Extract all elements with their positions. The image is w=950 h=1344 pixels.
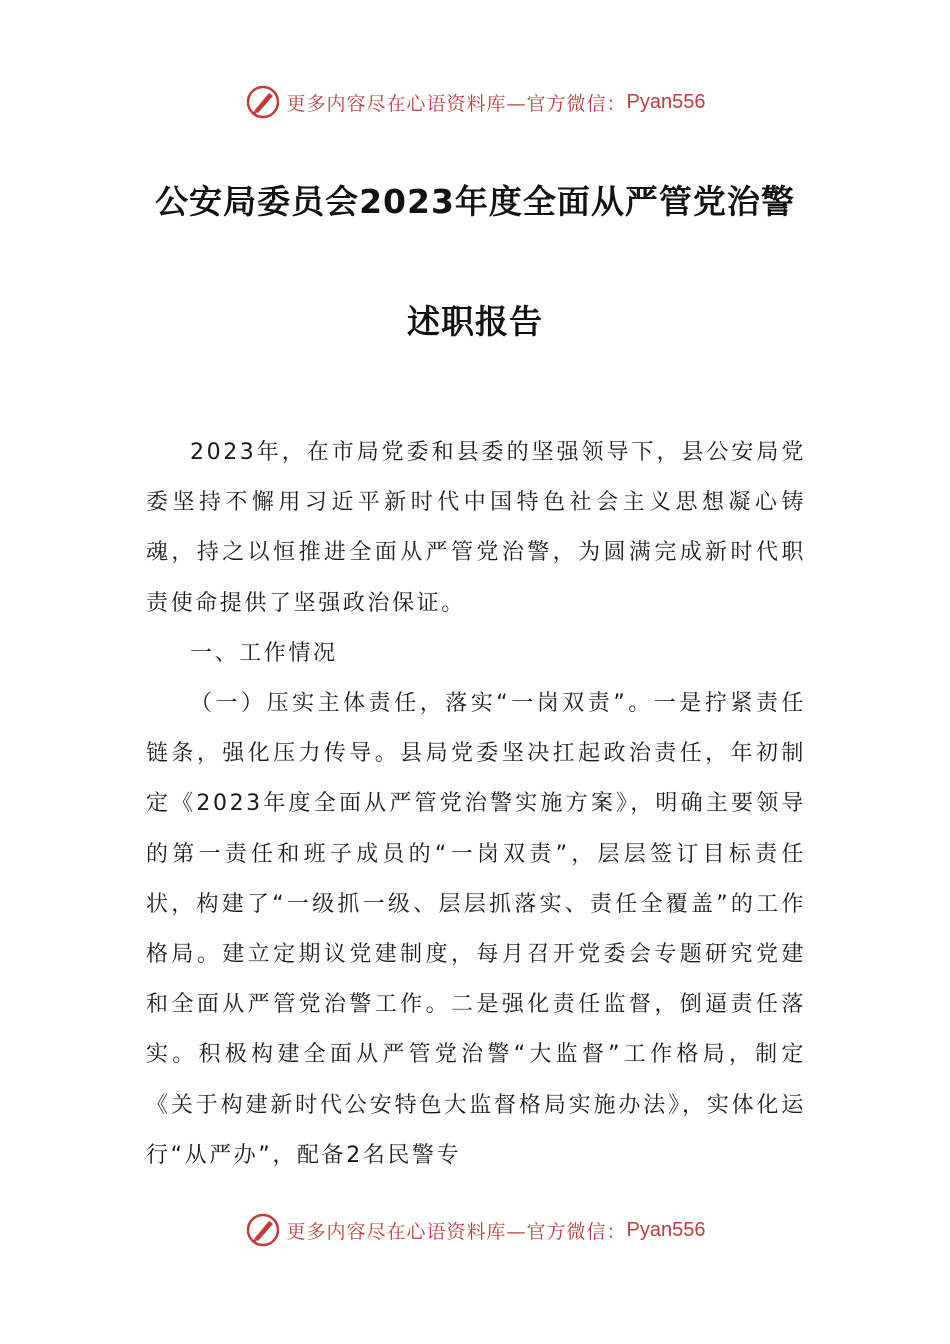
watermark-handle: Pyan556: [626, 1218, 706, 1241]
document-title-line-1: 公安局委员会2023年度全面从严管党治警: [155, 182, 795, 221]
watermark-text: 更多内容尽在心语资料库—官方微信：: [286, 1220, 627, 1243]
pen-logo-icon: [245, 1212, 281, 1248]
pen-logo-icon: [245, 84, 281, 120]
footer-watermark: [0, 1210, 950, 1250]
document-title-line-2: 述职报告: [407, 302, 543, 341]
paragraph-section-1: （一）压实主体责任，落实“一岗双责”。一是拧紧责任链条，强化压力传导。县局党委坚决扛起政治责任，年初制定《2023年度全面从严管党治警实施方案》，明确主要领导的第一责任和班子成员的“一岗双责”，层层签订目标责任状，构建了“一级抓一级、层层抓落实、责任全覆盖”的工作格局。建立定期议党建制度，每月召开党委会专题研究党建和全面从严管党治警工作。二是强化责任监督，倒逼责任落实。积极构建全面从严管党治警“大监督”工作格局，制定《关于构建新时代公安特色大监督格局实施办法》，实体化运行“从严办”，配备2名民警专: [146, 691, 806, 1168]
section-heading: 一、工作情况: [190, 640, 338, 666]
paragraph-intro: 2023年，在市局党委和县委的坚强领导下，县公安局党委坚持不懈用习近平新时代中国特色社会主义思想凝心铸魂，持之以恒推进全面从严管党治警，为圆满完成新时代职责使命提供了坚强政治保证。: [146, 440, 806, 616]
watermark-text: 更多内容尽在心语资料库—官方微信：: [286, 92, 627, 115]
header-watermark: [0, 82, 950, 122]
document-body: [146, 428, 806, 1181]
watermark-handle: Pyan556: [626, 90, 706, 113]
